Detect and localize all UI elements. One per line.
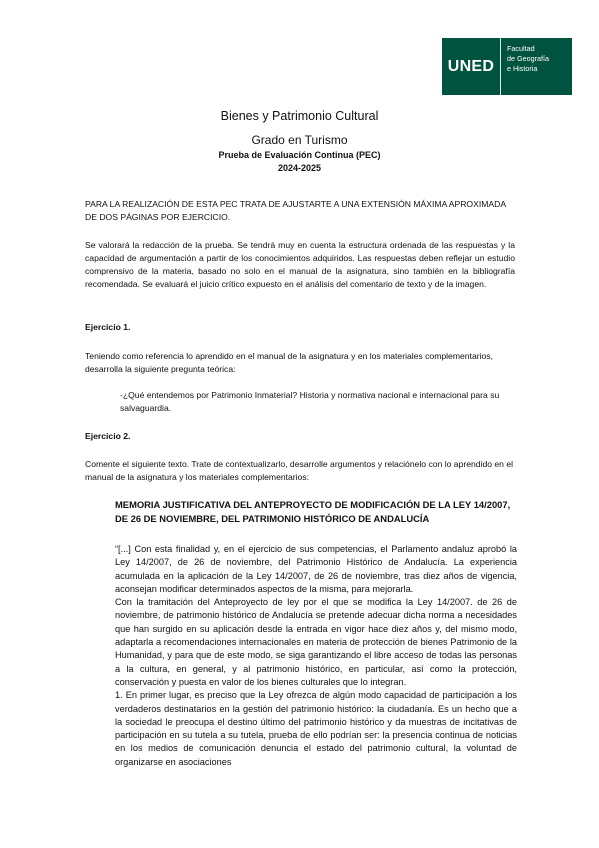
extension-text: PARA LA REALIZACIÓN DE ESTA PEC TRATA DE AJUSTARTE A UNA EXTENSIÓN MÁXIMA APROXIMADA DE DOS PÁGINAS POR EJERCICIO. (85, 199, 506, 222)
logo-brand: UNED (442, 38, 500, 95)
exercise1-question: -¿Qué entendemos por Patrimonio Inmaterial? Historia y normativa nacional e internacional para su salvaguardia. (120, 390, 500, 413)
quote-paragraph: Con la tramitación del Anteproyecto de ley por el que se modifica la Ley 14/2007. de 26 de noviembre, de patrimonio histórico de Andalucía se pretende adecuar dicha norma a necesidades que han surgido en su aplicación desde la entrada en vigor hace diez años y, del mismo modo, adaptarla a recomendaciones internacionales en materia de protección de bienes Patrimonio de la Humanidad, y para que de este modo, se siga garantizando el libre acceso de todas las personas a la cultura, en general, y al patrimonio histórico, en particular, así como la protección, conservación y puesta en valor de los bienes culturales que lo integran. (115, 597, 517, 687)
extension-instruction (85, 198, 515, 224)
exercise2-intro (85, 458, 515, 484)
logo-faculty-line: e Historia (507, 64, 538, 73)
exercise2-heading: Ejercicio 2. (85, 431, 131, 441)
exam-title: Prueba de Evaluación Continua (PEC) (218, 150, 381, 160)
assessment-instruction (85, 239, 515, 291)
logo-faculty-line: Facultad (507, 44, 535, 53)
exercise2-intro-text: Comente el siguiente texto. Trate de contextualizarlo, desarrolle argumentos y relaciónelo con lo aprendido en el manual de la asignatura y los materiales complementarios: (85, 459, 514, 482)
exercise1-intro-text: Teniendo como referencia lo aprendido en el manual de la asignatura y en los materiales complementarios, desarrolla la siguiente pregunta teórica: (85, 351, 493, 374)
academic-year: 2024-2025 (277, 163, 322, 173)
quoted-text (115, 543, 517, 769)
assessment-text: Se valorará la redacción de la prueba. Se tendrá muy en cuenta la estructura ordenada de las respuestas y la capacidad de argumentación a partir de los conocimientos adquiridos. Las respuestas deben reflejar un estudio comprensivo de la materia, basado no solo en el manual de la asignatura, sino también en la bibliografía recomendada. Se evaluará el juicio crítico expuesto en el análisis del comentario de texto y de la imagen. (85, 240, 515, 289)
quote-paragraph: “[...] Con esta finalidad y, en el ejercicio de sus competencias, el Parlamento andaluz aprobó la Ley 14/2007, de 26 de noviembre, del Patrimonio Histórico de Andalucía. La experiencia acumulada en la aplicación de la Ley 14/2007, de 26 de noviembre, tras diez años de vigencia, aconsejan modificar determinados aspectos de la misma, para mejorarla. (115, 544, 517, 594)
uned-logo (442, 38, 572, 95)
exercise1-heading: Ejercicio 1. (85, 322, 131, 332)
memo-title: MEMORIA JUSTIFICATIVA DEL ANTEPROYECTO DE MODIFICACIÓN DE LA LEY 14/2007, DE 26 DE NOVIEMBRE, DEL PATRIMONIO HISTÓRICO DE ANDALUCÍA (115, 499, 511, 524)
logo-faculty (501, 38, 572, 95)
exercise1-intro (85, 350, 515, 376)
logo-faculty-line: de Geografía (507, 54, 549, 63)
document-header (0, 108, 599, 175)
course-title: Bienes y Patrimonio Cultural (220, 109, 379, 123)
quote-paragraph: 1. En primer lugar, es preciso que la Ley ofrezca de algún modo capacidad de participación a los verdaderos destinatarios en la gestión del patrimonio histórico: la ciudadanía. Es un hecho que a la sociedad le preocupa el destino último del patrimonio histórico y da muestras de incitativas de participación en su tutela a su tutela, prueba de ello podrían ser: la presencia continua de noticias en los medios de comunicación denuncia el estado del patrimonio cultural, la voluntad de organizarse en asociaciones (115, 690, 517, 767)
degree-title: Grado en Turismo (251, 133, 348, 147)
